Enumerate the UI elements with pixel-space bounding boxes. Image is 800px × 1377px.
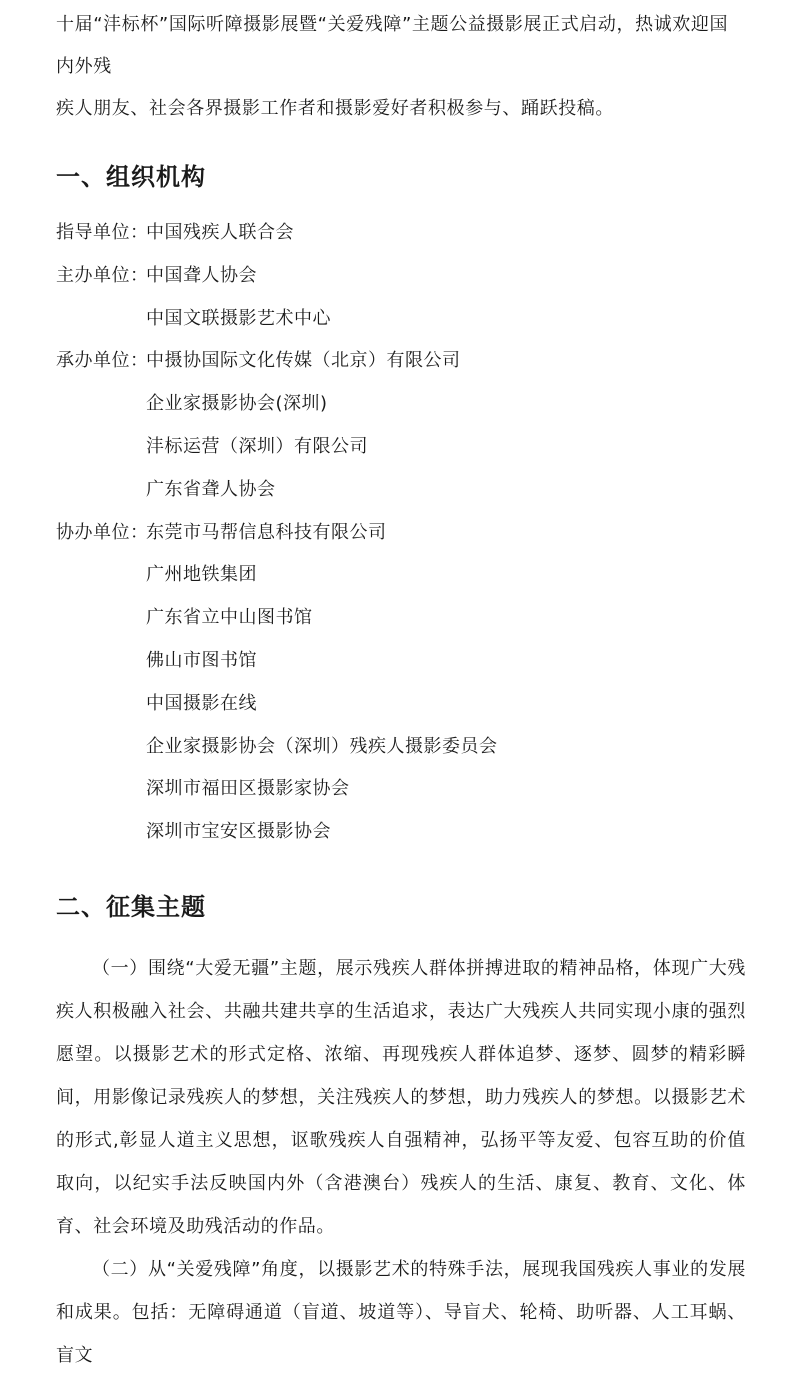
org-row: [56, 597, 746, 640]
org-role-label: 主办单位：: [56, 264, 149, 286]
theme-paragraph-1: （一）围绕“大爱无疆”主题，展示残疾人群体拼搏进取的精神品格，体现广大残疾人积极融入社会、共融共建共享的生活追求，表达广大残疾人共同实现小康的强烈愿望。以摄影艺术的形式定格、浓缩、再现残疾人群体追梦、逐梦、圆梦的精彩瞬间，用影像记录残疾人的梦想，关注残疾人的梦想，助力残疾人的梦想。以摄影艺术的形式,彰显人道主义思想，讴歌残疾人自强精神，弘扬平等友爱、包容互助的价值取向，以纪实手法反映国内外（含港澳台）残疾人的生活、康复、教育、文化、体育、社会环境及助残活动的作品。: [56, 957, 746, 1237]
org-row: [56, 683, 746, 726]
org-row: [56, 255, 746, 298]
org-row: [56, 554, 746, 597]
org-role-label: [56, 597, 146, 640]
org-name: 中国摄影在线: [146, 692, 257, 714]
org-role-label: [56, 469, 146, 512]
org-role-label: [56, 554, 146, 597]
org-role-label: [56, 768, 146, 811]
org-role-label: [56, 683, 146, 726]
org-role-label: 指导单位：: [56, 222, 149, 243]
org-name: 中国残疾人联合会: [146, 222, 294, 243]
intro-line: 疾人朋友、社会各界摄影工作者和摄影爱好者积极参与、踊跃投稿。: [56, 98, 614, 119]
article: [56, 0, 746, 1377]
org-name: 中国聋人协会: [146, 264, 257, 286]
org-row: [56, 768, 746, 811]
theme-paragraph-2: （二）从“关爱残障”角度，以摄影艺术的特殊手法，展现我国残疾人事业的发展和成果。包括：无障碍通道（盲道、坡道等）、导盲犬、轮椅、助听器、人工耳蜗、盲文: [56, 1258, 746, 1366]
org-role-label: 协办单位：: [56, 521, 149, 543]
org-row: [56, 811, 746, 854]
intro-paragraph: [56, 0, 746, 130]
org-role-label: [56, 726, 146, 769]
org-row: [56, 726, 746, 769]
org-role-label: [56, 426, 146, 469]
org-role-label: [56, 811, 146, 854]
org-row: [56, 512, 746, 555]
org-name: 广州地铁集团: [146, 564, 257, 586]
org-role-label: [56, 640, 146, 683]
org-row: [56, 340, 746, 383]
org-role-label: [56, 383, 146, 426]
section-heading-organization: 一、组织机构: [56, 163, 206, 191]
org-row: [56, 469, 746, 512]
org-row: [56, 640, 746, 683]
org-name: 中摄协国际文化传媒（北京）有限公司: [146, 350, 461, 372]
org-name: 深圳市福田区摄影家协会: [146, 778, 350, 800]
org-name: 佛山市图书馆: [146, 649, 257, 671]
org-row: [56, 298, 746, 341]
org-name: 东莞市马帮信息科技有限公司: [146, 521, 387, 543]
section-heading-theme: 二、征集主题: [56, 892, 206, 921]
org-name: 广东省聋人协会: [146, 478, 276, 500]
org-name: 沣标运营（深圳）有限公司: [146, 435, 368, 457]
intro-line: 十届“沣标杯”国际听障摄影展暨“关爱残障”主题公益摄影展正式启动，热诚欢迎国内外残: [56, 14, 729, 77]
org-name: 深圳市宝安区摄影协会: [146, 821, 331, 843]
org-name: 广东省立中山图书馆: [146, 607, 313, 629]
org-name: 中国文联摄影艺术中心: [146, 307, 331, 329]
theme-body: [56, 947, 746, 1377]
org-role-label: [56, 298, 146, 341]
organization-list: [56, 212, 746, 854]
org-row: [56, 383, 746, 426]
org-name: 企业家摄影协会（深圳）残疾人摄影委员会: [146, 735, 498, 757]
org-name: 企业家摄影协会(深圳): [146, 393, 328, 415]
org-row: [56, 426, 746, 469]
org-role-label: 承办单位：: [56, 350, 149, 372]
org-row: [56, 212, 746, 255]
